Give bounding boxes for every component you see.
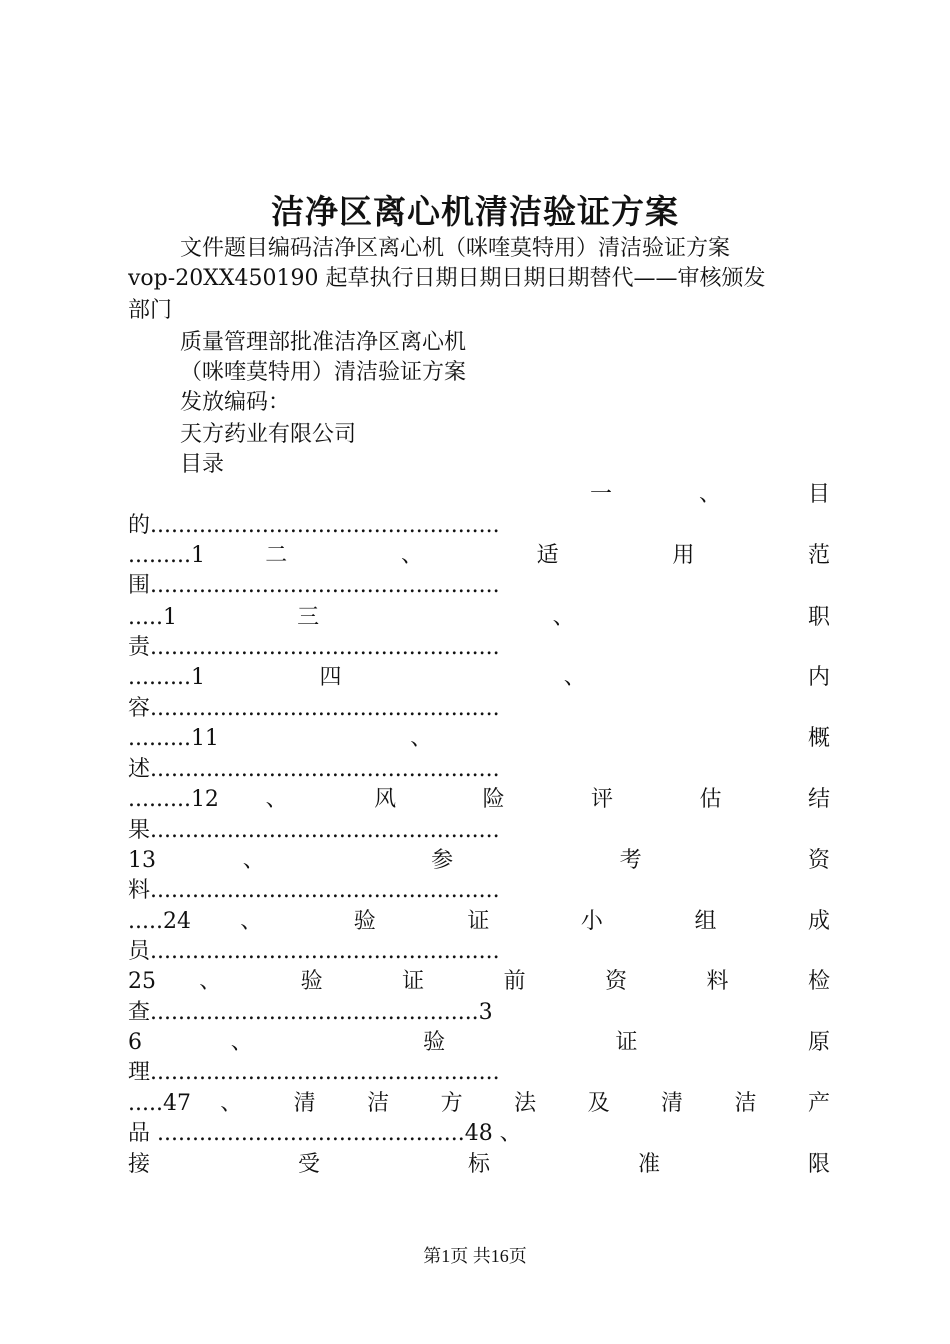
toc-heading: 目录	[180, 452, 225, 477]
toc-line: .....47 、 清 洁 方 法 及 清 洁 产	[128, 1091, 830, 1116]
toc-line: 接 受 标 准 限	[128, 1152, 830, 1177]
body-line-4: 质量管理部批准洁净区离心机	[180, 330, 467, 355]
toc-line: 员..................................................	[128, 939, 500, 964]
toc-line: 容..................................................	[128, 696, 500, 721]
body-line-1: 文件题目编码洁净区离心机（咪喹莫特用）清洁验证方案	[180, 236, 731, 261]
toc-line: .....1 三 、 职	[128, 605, 830, 630]
toc-line: 一 、 目	[590, 482, 830, 507]
document-title: 洁净区离心机清洁验证方案	[271, 192, 679, 231]
toc-line: 责..................................................	[128, 635, 500, 660]
body-line-3: 部门	[128, 298, 173, 323]
toc-line: 13 、 参 考 资	[128, 848, 830, 873]
toc-line: 果..................................................	[128, 818, 500, 843]
toc-line: 的..................................................	[128, 513, 500, 538]
toc-line: .........1 二 、 适 用 范	[128, 543, 830, 568]
toc-line: .........11 、 概	[128, 726, 830, 751]
toc-line: 品 ............................................48 、	[128, 1121, 522, 1146]
toc-line: .....24 、 验 证 小 组 成	[128, 909, 830, 934]
toc-line: 6 、 验 证 原	[128, 1030, 830, 1055]
toc-line: 料..................................................	[128, 878, 500, 903]
toc-line: 查...............................................3	[128, 1000, 493, 1025]
toc-line: .........1 四 、 内	[128, 665, 830, 690]
toc-line: 述..................................................	[128, 757, 500, 782]
toc-line: 25 、 验 证 前 资 料 检	[128, 969, 830, 994]
toc-line: .........12 、 风 险 评 估 结	[128, 787, 830, 812]
page-footer: 第1页 共16页	[423, 1246, 527, 1266]
body-line-7: 天方药业有限公司	[180, 422, 357, 447]
toc-line: 围..................................................	[128, 573, 500, 598]
body-line-5: （咪喹莫特用）清洁验证方案	[180, 360, 467, 385]
toc-line: 理..................................................	[128, 1060, 500, 1085]
body-line-2: vop-20XX450190 起草执行日期日期日期日期替代——审核颁发	[128, 266, 766, 291]
body-line-6: 发放编码：	[180, 390, 291, 415]
